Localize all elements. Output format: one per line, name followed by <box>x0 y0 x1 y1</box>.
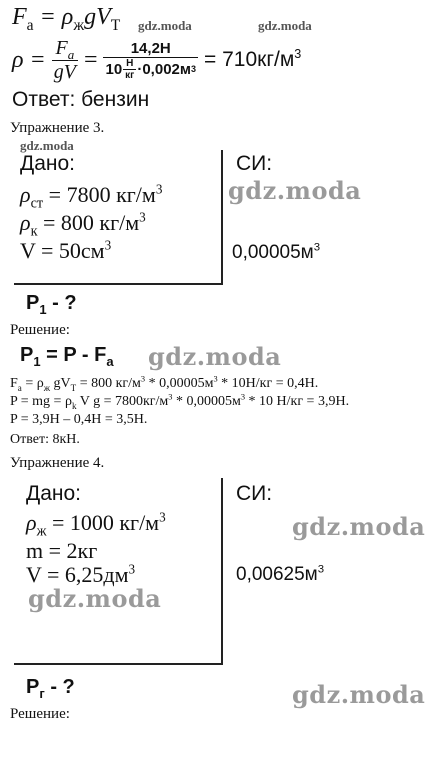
given-divider-vertical <box>221 150 223 284</box>
given4-label: Дано: <box>26 482 82 505</box>
si-volume: $0,00005м^3$ <box>232 241 321 263</box>
given4-divider-vertical <box>221 478 223 664</box>
watermark-ex3-big: gdz.moda <box>228 176 362 205</box>
exercise-4-title: Упражнение 4. <box>10 455 105 471</box>
solution-label-4: Решение: <box>10 706 70 722</box>
exercise-3-title: Упражнение 3. <box>10 120 105 136</box>
watermark-top-right: gdz.moda <box>258 18 312 33</box>
solution-label-3: Решение: <box>10 322 70 338</box>
given-density-steel: $\rho_{ст} = 7800$ $кг/м^3$ <box>20 181 163 212</box>
formula-archimedes: $F_a = \rho_жgV_Т$ <box>12 4 121 34</box>
given-density-kerosene: $\rho_к = 800$ $кг/м^3$ <box>20 209 146 240</box>
equation-weight: P = mg = $\rho_k$ V $g = 7800кг/м^3 * 0,00005м^3 * 10$ Н/кг = 3,9Н. <box>10 392 350 411</box>
si4-volume: $0,00625м^3$ <box>236 563 325 585</box>
given-volume: $V = 50см^3$ <box>20 237 112 263</box>
find-p1: $P_1$ - ? <box>26 292 77 317</box>
given-divider-horizontal <box>14 283 223 285</box>
answer-benzin: Ответ: бензин <box>12 88 150 111</box>
watermark-ex4-left: gdz.moda <box>28 584 162 613</box>
answer-ex3: Ответ: 8кН. <box>10 432 80 447</box>
watermark-ex4-bottom: gdz.moda <box>292 680 426 709</box>
given4-volume: $V = 6,25дм^3$ <box>26 561 136 587</box>
given4-density: $\rho_ж = 1000$ $кг/м^3$ <box>26 509 166 540</box>
si-label: СИ: <box>236 152 273 175</box>
formula-density: ρ = $\frac{F_a}{gV}$ = 14,2Н 10 $\frac{Н}{кг}$ ·0,002м 3 = $710кг/м^3$ <box>12 36 302 83</box>
given-label: Дано: <box>20 152 76 175</box>
si4-label: СИ: <box>236 482 273 505</box>
equation-result: P = 3,9Н – 0,4Н = 3,5Н. <box>10 412 148 427</box>
watermark-ex3-top: gdz.moda <box>20 138 74 153</box>
watermark-ex4-right: gdz.moda <box>292 512 426 541</box>
watermark-ex3-solution: gdz.moda <box>148 342 282 371</box>
find-pg: $P_г$ - ? <box>26 676 75 701</box>
formula-p1: $P_1 = P - F_a$ <box>20 344 114 369</box>
equation-buoyant-force: $F_а = \rho_ж$ $gV_Т = 800$ $кг/м^3 * 0,00005м^3 * 10Н/кг = 0,4Н$. <box>10 374 319 393</box>
given4-mass: m = 2кг <box>26 538 98 563</box>
fraction-values: 14,2Н 10 $\frac{Н}{кг}$ ·0,002м 3 <box>105 39 196 81</box>
fraction-fa-gv: $\frac{F_a}{gV}$ <box>53 36 76 83</box>
watermark-inline: gdz.moda <box>138 18 192 33</box>
given4-divider-horizontal <box>14 663 223 665</box>
